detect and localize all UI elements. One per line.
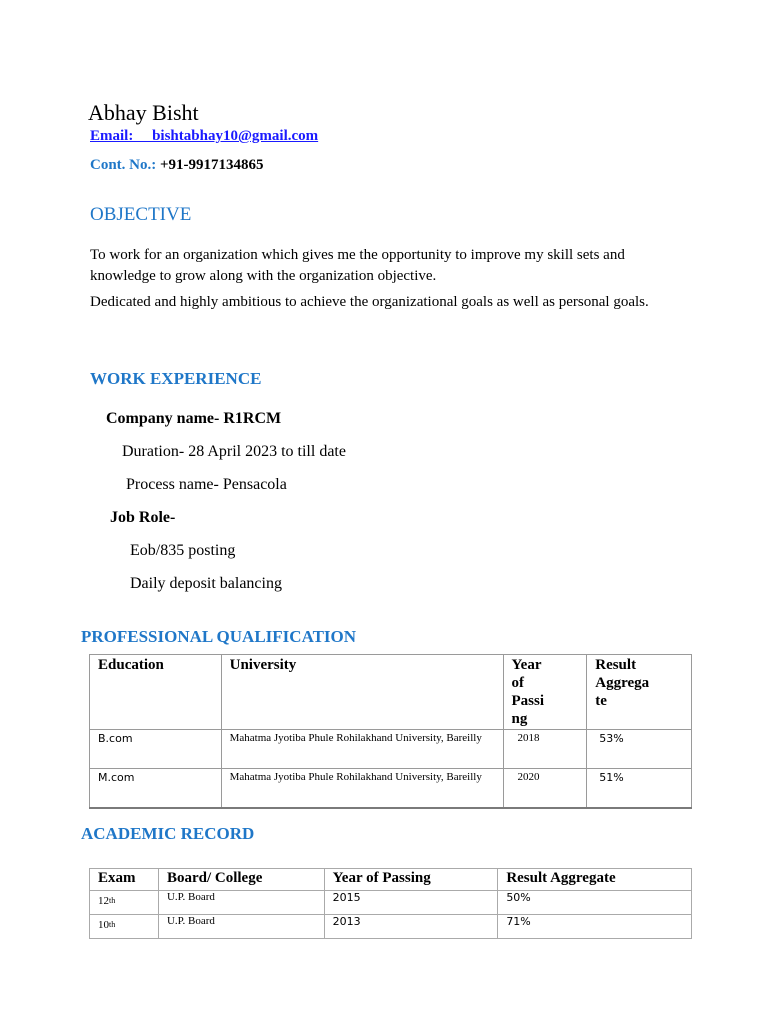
exam-cell bbox=[90, 915, 159, 939]
column-header-year: Year of Passing bbox=[324, 869, 498, 891]
contact-number bbox=[90, 157, 264, 174]
table-header-row bbox=[90, 655, 692, 730]
result-cell: 53% bbox=[587, 730, 692, 769]
column-header-result: Result Aggregate bbox=[498, 869, 692, 891]
job-duty: Daily deposit balancing bbox=[130, 575, 282, 592]
table-row bbox=[90, 891, 692, 915]
education-cell: M.com bbox=[90, 769, 222, 809]
year-cell: 2015 bbox=[324, 891, 498, 915]
objective-paragraph-2: Dedicated and highly ambitious to achieve the organizational goals as well as personal goals. bbox=[90, 294, 649, 310]
exam-suffix: th bbox=[109, 920, 116, 929]
board-cell: U.P. Board bbox=[158, 915, 324, 939]
work-experience-heading: WORK EXPERIENCE bbox=[90, 369, 262, 388]
result-cell: 51% bbox=[587, 769, 692, 809]
exam-number: 10 bbox=[98, 919, 109, 931]
objective-paragraph-1: To work for an organization which gives me the opportunity to improve my skill sets and knowledge to grow along with the organization objective. bbox=[90, 247, 625, 284]
exam-suffix: th bbox=[109, 896, 116, 905]
table-row bbox=[90, 769, 692, 809]
academic-record-heading: ACADEMIC RECORD bbox=[81, 824, 255, 843]
column-header-university: University bbox=[221, 655, 503, 730]
job-duty: Eob/835 posting bbox=[130, 542, 236, 559]
duration: Duration- 28 April 2023 to till date bbox=[122, 443, 346, 460]
exam-cell bbox=[90, 891, 159, 915]
result-cell: 50% bbox=[498, 891, 692, 915]
education-cell: B.com bbox=[90, 730, 222, 769]
objective-heading: OBJECTIVE bbox=[90, 204, 192, 225]
column-header-exam: Exam bbox=[90, 869, 159, 891]
process-name: Process name- Pensacola bbox=[126, 476, 287, 493]
exam-number: 12 bbox=[98, 895, 109, 907]
company-name: Company name- R1RCM bbox=[106, 410, 282, 427]
board-cell: U.P. Board bbox=[158, 891, 324, 915]
column-header-year: Year of Passi ng bbox=[503, 655, 587, 730]
academic-record-table bbox=[89, 868, 692, 939]
table-row bbox=[90, 915, 692, 939]
university-cell: Mahatma Jyotiba Phule Rohilakhand University, Bareilly bbox=[221, 769, 503, 809]
column-header-board: Board/ College bbox=[158, 869, 324, 891]
job-role-label: Job Role- bbox=[110, 509, 176, 526]
result-cell: 71% bbox=[498, 915, 692, 939]
candidate-name: Abhay Bisht bbox=[88, 100, 199, 125]
table-header-row bbox=[90, 869, 692, 891]
university-cell: Mahatma Jyotiba Phule Rohilakhand University, Bareilly bbox=[221, 730, 503, 769]
year-cell: 2018 bbox=[503, 730, 587, 769]
column-header-result: Result Aggrega te bbox=[587, 655, 692, 730]
contact-value: +91-9917134865 bbox=[160, 157, 264, 173]
email-link[interactable]: Email: bishtabhay10@gmail.com bbox=[90, 128, 319, 144]
professional-qualification-table bbox=[89, 654, 692, 809]
professional-qualification-heading: PROFESSIONAL QUALIFICATION bbox=[81, 627, 357, 646]
year-cell: 2020 bbox=[503, 769, 587, 809]
year-cell: 2013 bbox=[324, 915, 498, 939]
column-header-education: Education bbox=[90, 655, 222, 730]
table-row bbox=[90, 730, 692, 769]
contact-label: Cont. No.: bbox=[90, 157, 157, 173]
